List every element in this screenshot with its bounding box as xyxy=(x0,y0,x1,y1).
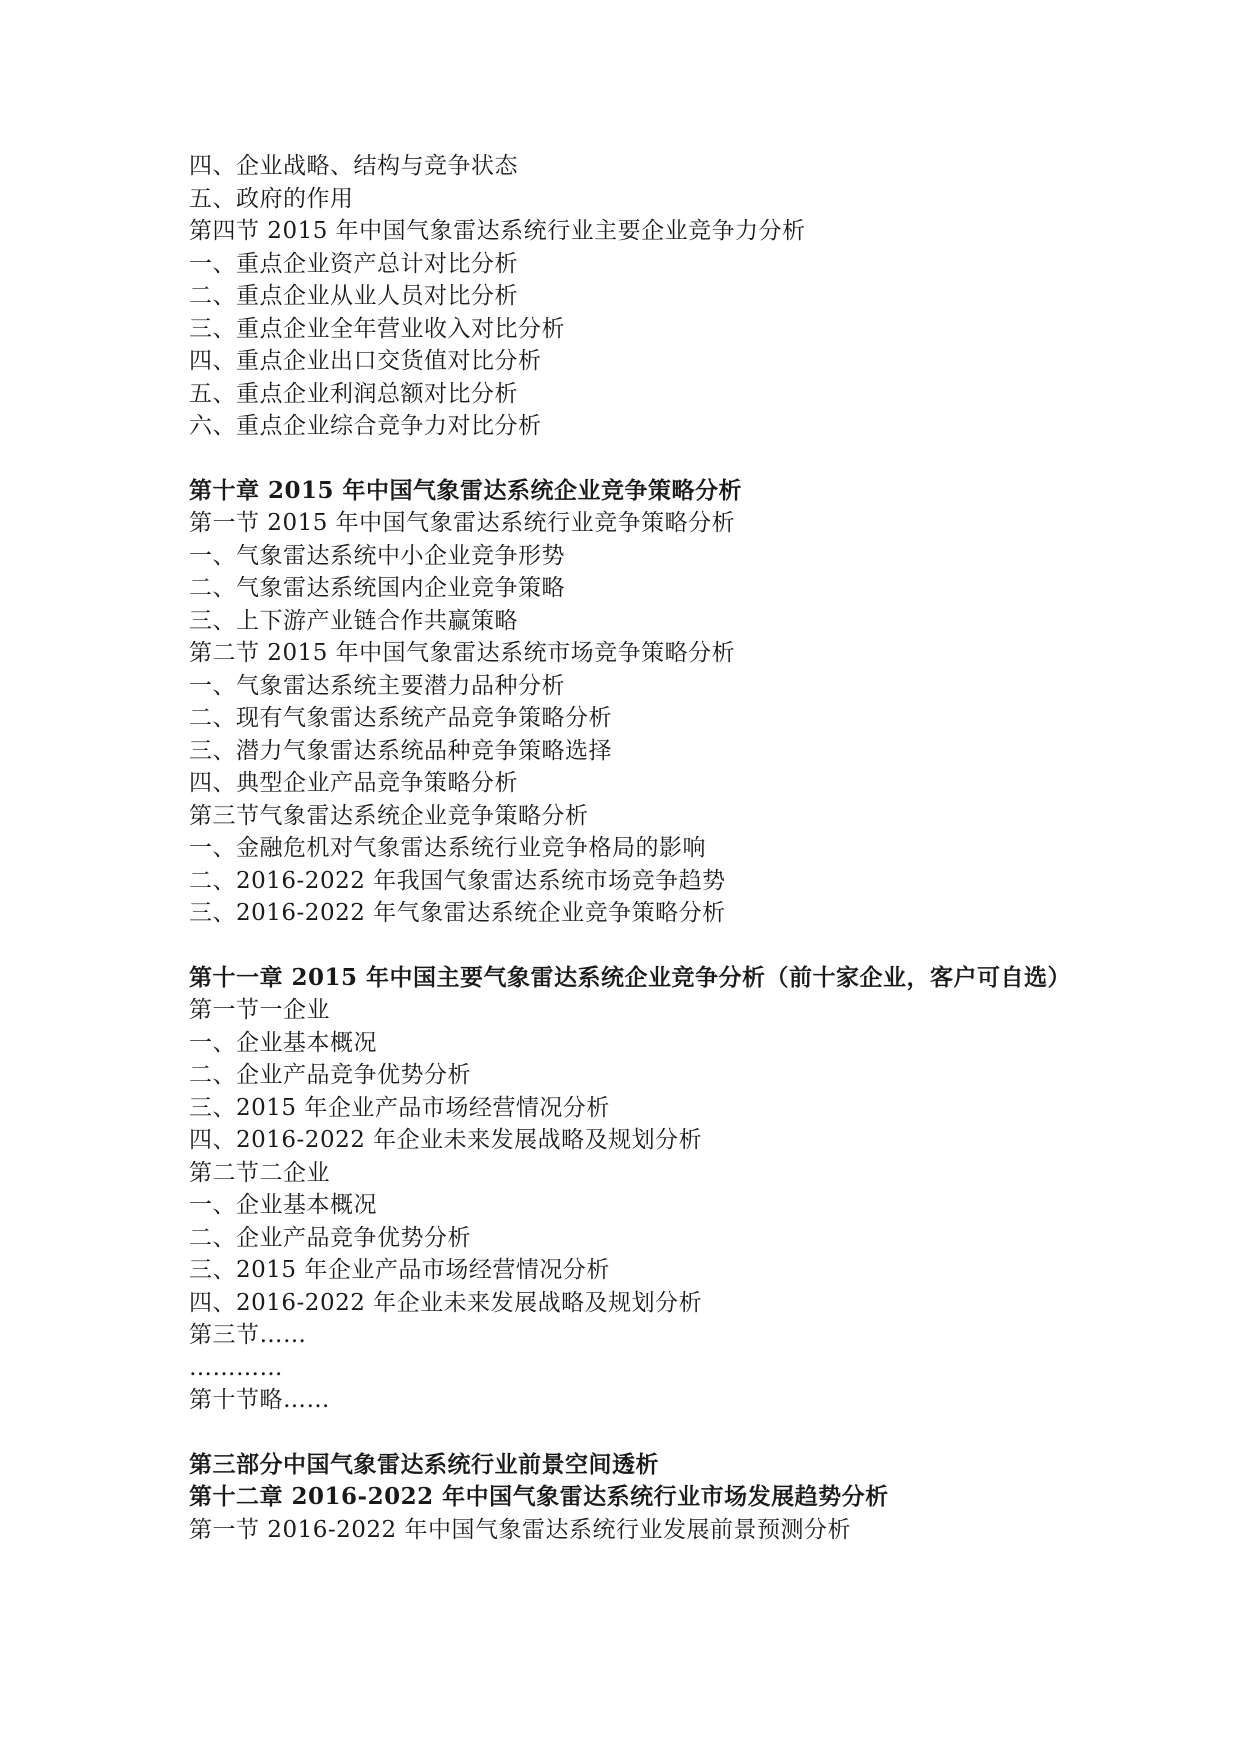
part-title: 第三部分中国气象雷达系统行业前景空间透析 xyxy=(189,1450,659,1478)
toc-line: 二、气象雷达系统国内企业竞争策略 xyxy=(189,575,565,601)
part-3 xyxy=(189,1449,1089,1547)
chapter-title: 第十二章 2016-2022 年中国气象雷达系统行业市场发展趋势分析 xyxy=(189,1483,889,1510)
toc-line: 五、重点企业利润总额对比分析 xyxy=(189,380,518,407)
toc-line: 五、政府的作用 xyxy=(189,185,354,212)
toc-line: 第二节二企业 xyxy=(189,1159,330,1186)
toc-block-1 xyxy=(189,150,1089,443)
toc-line: 第一节 2016-2022 年中国气象雷达系统行业发展前景预测分析 xyxy=(189,1516,851,1543)
toc-line: 一、金融危机对气象雷达系统行业竞争格局的影响 xyxy=(189,835,706,861)
toc-line: 二、现有气象雷达系统产品竞争策略分析 xyxy=(189,705,612,731)
toc-line: 四、2016-2022 年企业未来发展战略及规划分析 xyxy=(189,1127,703,1153)
toc-line: 二、企业产品竞争优势分析 xyxy=(189,1224,471,1251)
toc-line: 第三节…… xyxy=(189,1322,307,1348)
toc-line: 一、气象雷达系统主要潜力品种分析 xyxy=(189,672,565,699)
chapter-title: 第十章 2015 年中国气象雷达系统企业竞争策略分析 xyxy=(189,476,743,504)
toc-line: 第四节 2015 年中国气象雷达系统行业主要企业竞争力分析 xyxy=(189,218,806,244)
toc-line: 四、重点企业出口交货值对比分析 xyxy=(189,348,542,374)
toc-line: 二、2016-2022 年我国气象雷达系统市场竞争趋势 xyxy=(189,867,726,894)
toc-line: 二、企业产品竞争优势分析 xyxy=(189,1062,471,1088)
toc-line: 第一节 2015 年中国气象雷达系统行业竞争策略分析 xyxy=(189,510,736,536)
toc-line: 第一节一企业 xyxy=(189,997,330,1023)
toc-line: 三、2015 年企业产品市场经营情况分析 xyxy=(189,1257,610,1283)
toc-line: 四、企业战略、结构与竞争状态 xyxy=(189,153,518,179)
toc-line: 第十节略…… xyxy=(189,1387,330,1413)
toc-line: 第三节气象雷达系统企业竞争策略分析 xyxy=(189,802,589,829)
toc-line: 三、2016-2022 年气象雷达系统企业竞争策略分析 xyxy=(189,900,726,926)
toc-line: 二、重点企业从业人员对比分析 xyxy=(189,283,518,309)
toc-line: 三、2015 年企业产品市场经营情况分析 xyxy=(189,1094,610,1121)
toc-line: 一、重点企业资产总计对比分析 xyxy=(189,250,518,277)
toc-line: 第二节 2015 年中国气象雷达系统市场竞争策略分析 xyxy=(189,640,736,666)
toc-line: 四、2016-2022 年企业未来发展战略及规划分析 xyxy=(189,1289,703,1316)
chapter-10 xyxy=(189,475,1089,930)
document-page xyxy=(189,150,1089,1546)
toc-line: ………… xyxy=(189,1354,283,1381)
chapter-11 xyxy=(189,962,1089,1417)
toc-line: 六、重点企业综合竞争力对比分析 xyxy=(189,413,542,439)
toc-line: 三、上下游产业链合作共赢策略 xyxy=(189,607,518,634)
toc-line: 一、企业基本概况 xyxy=(189,1029,377,1056)
toc-line: 一、企业基本概况 xyxy=(189,1192,377,1218)
toc-line: 四、典型企业产品竞争策略分析 xyxy=(189,770,518,796)
toc-line: 一、气象雷达系统中小企业竞争形势 xyxy=(189,542,565,569)
toc-line: 三、潜力气象雷达系统品种竞争策略选择 xyxy=(189,737,612,764)
toc-line: 三、重点企业全年营业收入对比分析 xyxy=(189,315,565,342)
chapter-title: 第十一章 2015 年中国主要气象雷达系统企业竞争分析（前十家企业，客户可自选） xyxy=(189,963,1072,991)
